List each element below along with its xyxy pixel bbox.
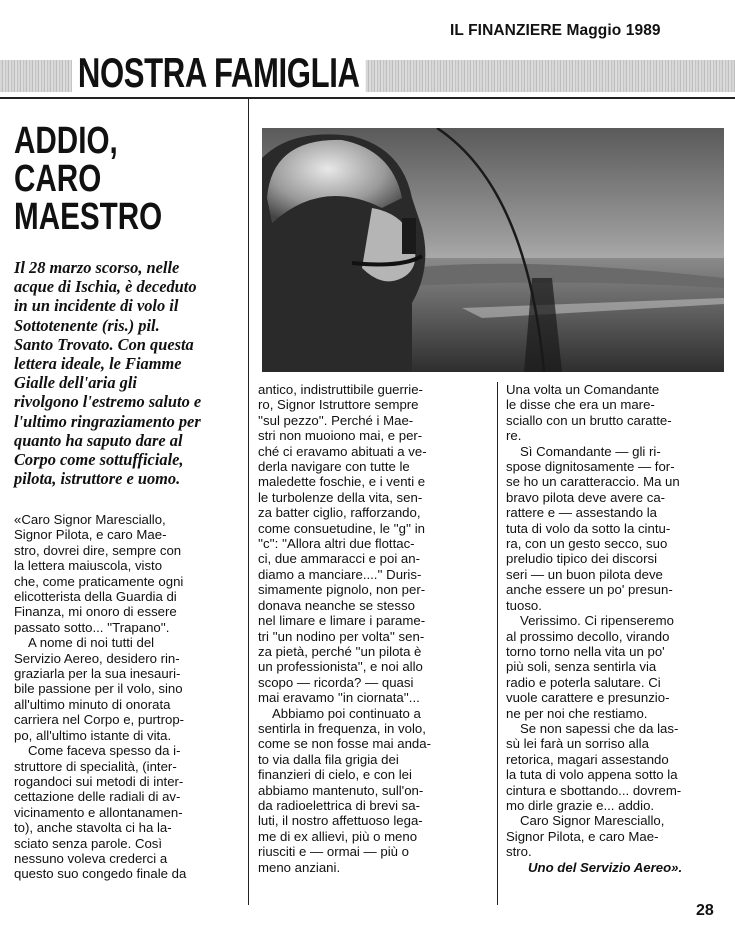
headline (14, 122, 162, 236)
text-line: Abbiamo poi continuato a (272, 705, 421, 721)
text-line: A nome di noi tutti del (28, 635, 155, 651)
text-line: le turbolenze della vita, sen- (258, 489, 423, 505)
text-line: tuoso. (506, 597, 542, 613)
text-line: riusciti e — ormai — più o (258, 844, 409, 860)
text-line: come consuetudine, le ''g'' in (258, 520, 425, 536)
text-line: bile passione per il volo, sino (14, 681, 183, 697)
lead-line: pilota, istruttore e uomo. (14, 469, 181, 489)
text-line: tuta di volo da sotto la cintu- (506, 520, 671, 536)
text-line: cintura e sbottando... dovrem- (506, 782, 682, 798)
lead-line: l'ultimo ringraziamento per (14, 411, 201, 431)
headline-line: MAESTRO (14, 196, 163, 238)
text-line: to), anche stavolta ci ha la- (14, 820, 172, 836)
text-line: ché ci eravamo abituati a ve- (258, 443, 427, 459)
text-line: le disse che era un mare- (506, 397, 655, 413)
lead-line: Corpo come sottufficiale, (14, 450, 184, 470)
text-line: donava neanche se stesso (258, 597, 415, 613)
text-line: za batter ciglio, rafforzando, (258, 505, 421, 521)
text-line: preludio tipico dei discorsi (506, 551, 657, 567)
text-line: ro, Signor Istruttore sempre (258, 397, 419, 413)
text-line: Signor Pilota, e caro Mae- (14, 527, 167, 543)
text-line: ''sul pezzo''. Perché i Mae- (258, 412, 414, 428)
text-line: la tuta di volo appena sotto la (506, 767, 678, 783)
text-line: Sì Comandante — gli ri- (520, 443, 661, 459)
text-line: graziarla per la sua inesauri- (14, 666, 181, 682)
text-line: radio e poterla salutare. Ci (506, 674, 661, 690)
text-line: scopo — ricorda? — quasi (258, 674, 414, 690)
text-line: più soli, senza sentirla via (506, 659, 657, 675)
text-line: re. (506, 428, 522, 444)
text-line: simamente pignolo, non per- (258, 582, 426, 598)
text-line: abbiamo mantenuto, sull'on- (258, 782, 424, 798)
text-line: passato sotto... ''Trapano''. (14, 619, 170, 635)
text-line: ci, due ammaracci e poi an- (258, 551, 420, 567)
text-line: stro, dovrei dire, sempre con (14, 542, 182, 558)
text-line: nessuno voleva crederci a (14, 850, 168, 866)
headline-line: ADDIO, (14, 120, 118, 162)
text-line: tri ''un nodino per volta'' sen- (258, 628, 425, 644)
text-line: la lettera maiuscola, visto (14, 558, 163, 574)
headline-line: CARO (14, 158, 102, 200)
text-line: all'ultimo minuto di onorata (14, 696, 171, 712)
text-line: vicinamento e allontanamen- (14, 804, 183, 820)
text-line: Finanza, mi onoro di essere (14, 604, 177, 620)
article-signature: Uno del Servizio Aereo». (528, 859, 683, 875)
text-line: stro. (506, 844, 532, 860)
text-line: Signor Pilota, e caro Mae- (506, 828, 659, 844)
lead-line: Sottotenente (ris.) pil. (14, 315, 160, 335)
text-line: nel limare e limare i parame- (258, 613, 426, 629)
text-line: me di ex allievi, più o meno (258, 828, 418, 844)
text-line: anche essere un po' presun- (506, 582, 673, 598)
text-line: to via dalla fila grigia dei (258, 751, 399, 767)
pilot-photo (262, 128, 724, 372)
text-line: un professionista'', e noi allo (258, 659, 423, 675)
text-line: za pietà, perché ''un pilota è (258, 643, 422, 659)
article-column-1 (14, 512, 242, 882)
top-rule (0, 97, 735, 99)
text-line: luti, il nostro affettuoso lega- (258, 813, 423, 829)
text-line: antico, indistruttibile guerrie- (258, 382, 423, 397)
text-line: come se non fosse mai anda- (258, 736, 431, 752)
text-line: se ho un caratteraccio. Ma un (506, 474, 680, 490)
text-line: retorica, magari assestando (506, 751, 669, 767)
text-line: mai eravamo ''in ciornata''... (258, 690, 420, 706)
text-line: bravo pilota deve avere ca- (506, 489, 666, 505)
lead-line: rivolgono l'estremo saluto e (14, 392, 202, 412)
text-line: Caro Signor Maresciallo, (520, 813, 665, 829)
text-line: Una volta un Comandante (506, 382, 660, 397)
column-rule-left (248, 99, 249, 905)
text-line: carriera nel Corpo e, purtrop- (14, 712, 185, 728)
text-line: Servizio Aereo, desidero rin- (14, 650, 180, 666)
lead-line: acque di Ischia, è deceduto (14, 277, 197, 297)
text-line: diamo a manciare....'' Duris- (258, 566, 422, 582)
masthead: IL FINANZIERE Maggio 1989 (450, 22, 661, 39)
text-line: sentirla in frequenza, in volo, (258, 720, 426, 736)
text-line: spose dignitosamente — for- (506, 459, 675, 475)
lead-line: Gialle dell'aria gli (14, 373, 137, 393)
text-line: meno anziani. (258, 859, 341, 875)
column-rule-right (497, 382, 498, 905)
text-line: derla navigare con tutte le (258, 459, 410, 475)
article-column-2 (258, 382, 492, 875)
text-line: seri — un buon pilota deve (506, 566, 663, 582)
text-line: che, come praticamente ogni (14, 573, 184, 589)
text-line: rogandoci sui metodi di inter- (14, 773, 184, 789)
text-line: torno torno nella vita un po' (506, 643, 665, 659)
text-line: ''c'': ''Allora altri due flottac- (258, 536, 415, 552)
page-number: 28 (696, 902, 714, 919)
text-line: vuole carattere e presunzio- (506, 690, 670, 706)
lead-line: in un incidente di volo il (14, 296, 179, 316)
text-line: sciato senza parole. Così (14, 835, 163, 851)
text-line: ra, con un gesto secco, suo (506, 536, 668, 552)
article-column-3 (506, 382, 732, 875)
pilot-photo-graphic (262, 128, 724, 372)
text-line: Come faceva spesso da i- (28, 743, 181, 759)
text-line: cettazione delle radiali di av- (14, 789, 181, 805)
text-line: Se non sapessi che da las- (520, 720, 679, 736)
text-line: sù lei farà un sorriso alla (506, 736, 649, 752)
lead-line: Il 28 marzo scorso, nelle (14, 258, 180, 277)
text-line: struttore di specialità, (inter- (14, 758, 177, 774)
text-line: da radioelettrica di brevi sa- (258, 797, 420, 813)
text-line: ne per noi che restiamo. (506, 705, 648, 721)
lead-line: quanto ha saputo dare al (14, 430, 183, 450)
text-line: elicotterista della Guardia di (14, 589, 177, 605)
text-line: al prossimo decollo, virando (506, 628, 670, 644)
section-title: NOSTRA FAMIGLIA (72, 48, 365, 98)
text-line: mo dirle grazie e... addio. (506, 797, 655, 813)
text-line: rattere e — assestando la (506, 505, 658, 521)
text-line: po, all'ultimo istante di vita. (14, 727, 172, 743)
text-line: «Caro Signor Maresciallo, (14, 512, 166, 527)
text-line: Verissimo. Ci ripenseremo (520, 613, 674, 629)
text-line: stri non muoiono mai, e per- (258, 428, 423, 444)
lead-line: lettera ideale, le Fiamme (14, 354, 182, 374)
text-line: maledette foschie, e i venti e (258, 474, 426, 490)
lead-line: Santo Trovato. Con questa (14, 334, 194, 354)
lead-paragraph (14, 258, 246, 488)
text-line: questo suo congedo finale da (14, 866, 187, 882)
text-line: finanzieri di cielo, e con lei (258, 767, 412, 783)
text-line: sciallo con un brutto caratte- (506, 412, 672, 428)
